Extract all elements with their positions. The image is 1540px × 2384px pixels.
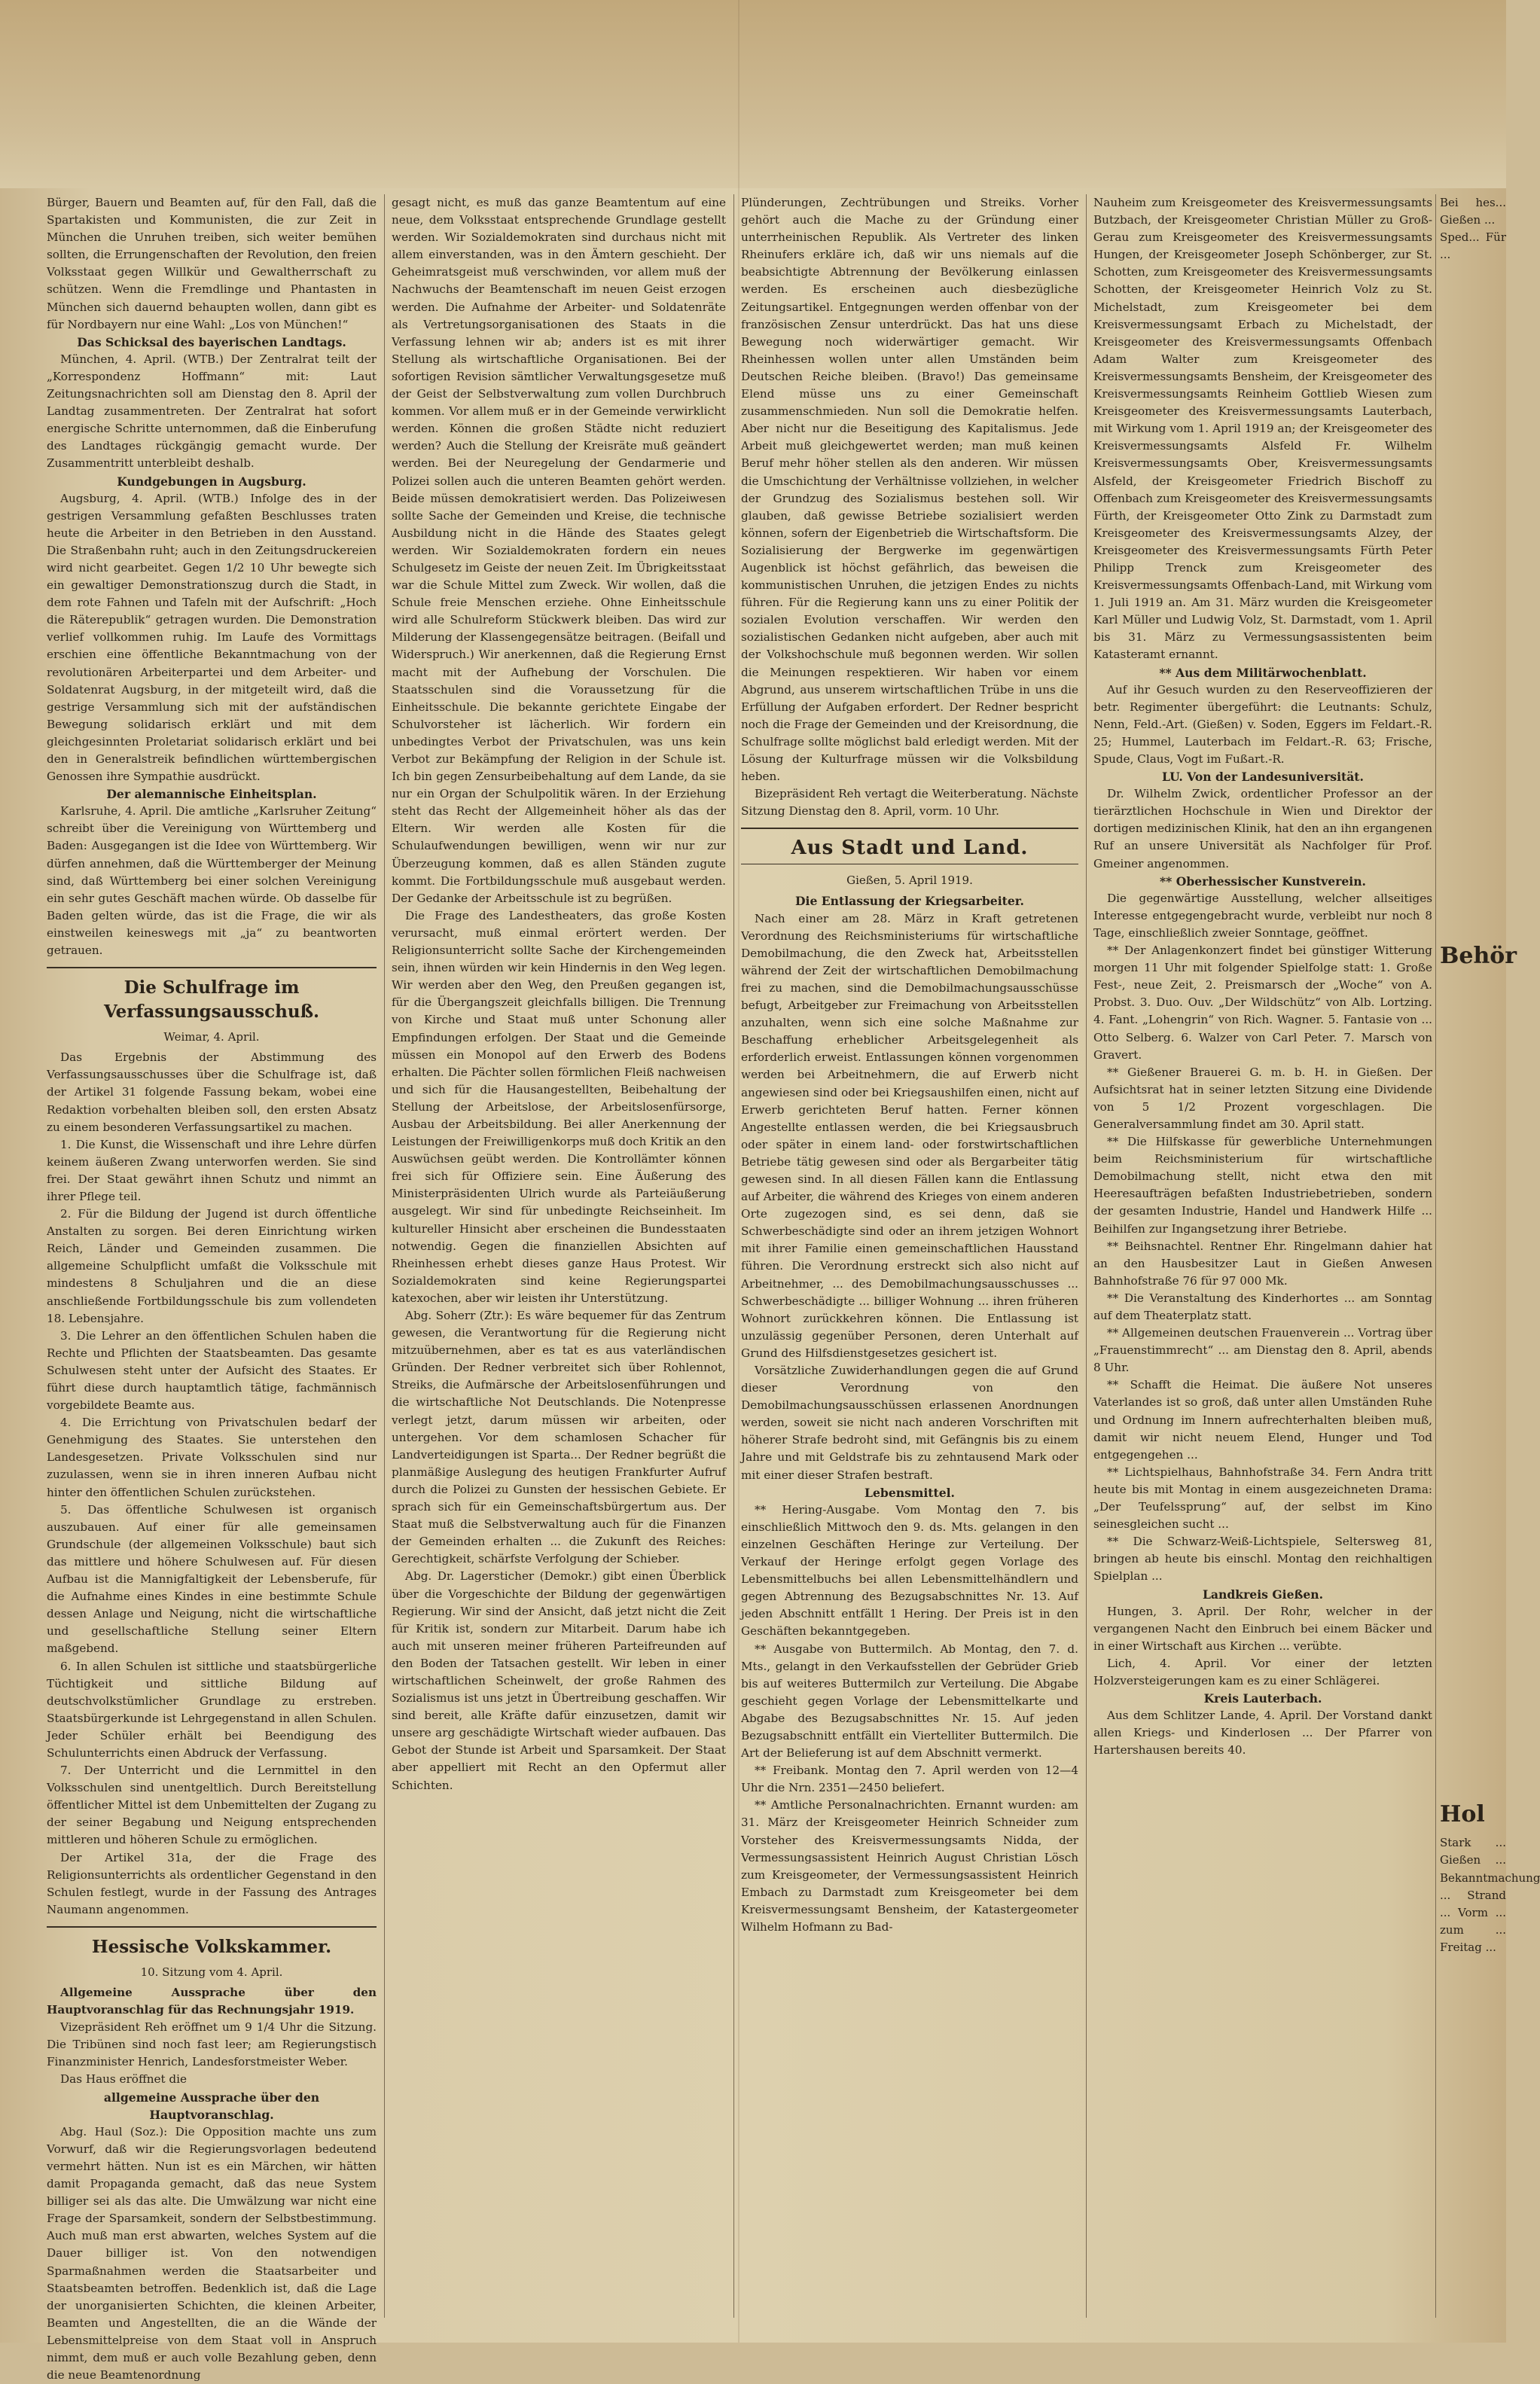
paragraph: Nach einer am 28. März in Kraft getretenen Verordnung des Reichsministeriums für wirtschaftliche Demobilmachung, die den Zweck hat, Arbeitsstellen während der Zeit der wirtschaftlichen Demobilmachung frei zu machen, sind die Demobilmachungsausschüsse befugt, Arbeitgeber zur Freimachung von Arbeitsstellen anzuhalten, wenn sich eine solche Maßnahme zur Beschaffung erheblicher Arbeitsgelegenheit als erforderlich erweist. Entlassungen können vorgenommen werden bei Arbeitnehmern, die auf Erwerb nicht angewiesen sind oder bei Kriegsaushilfen einen, nicht auf Erwerb gerichteten Beruf hatten. Ferner können Angestellte entlassen werden, die bei Kriegsausbruch oder später in einem land- oder forstwirtschaftlichen Betriebe tätig gewesen sind oder als Bergarbeiter tätig gewesen sind. In all diesen Fällen kann die Entlassung auf Arbeiter, die während des Krieges von einem anderen Orte zugezogen sind, es sei denn, daß sie Schwerbeschädigte sind oder an ihrem jetzigen Wohnort mit ihrer Familie einen gemeinschaftlichen Hausstand führen. Die Verordnung erstreckt sich also nicht auf Arbeitnehmer, ... des Demobilmachungsausschusses ... Schwerbeschädigte ... billiger Wohnung ... ihren früheren Wohnort zurückkehren können. Die Entlassung ist unzulässig gegenüber Personen, deren Unterhalt auf Grund des Hilfsdienstgesetzes gesichert ist.: [741, 911, 1078, 1360]
paragraph: gesagt nicht, es muß das ganze Beamtentum auf eine neue, dem Volksstaat entsprechende Grundlage gestellt werden. Wir Sozialdemokraten sind durchaus nicht mit allem einverstanden, was in den Ämtern geschieht. Der Geheimratsgeist muß verschwinden, vor allem muß der Nachwuchs der Beamtenschaft im neuen Geist erzogen werden. Die Aufnahme der Arbeiter- und Soldatenräte als Vertretungsorganisationen des Staats in die Verfassung lehnen wir ab; anders ist es mit ihrer Stellung als wirtschaftliche Organisationen. Bei der sofortigen Revision sämtlicher Verwaltungsgesetze muß der Geist der Selbstverwaltung zum vollen Durchbruch kommen. Vor allem muß er in der Gemeinde verwirklicht werden. Können die großen Städte nicht reduziert werden? Auch die Stellung der Kreisräte muß geändert werden. Bei der Neuregelung der Gendarmerie und Polizei sollen auch die unteren Beamten gehört werden. Beide müssen demokratisiert werden. Das Polizeiwesen sollte Sache der Gemeinden und Kreise, die technische Ausbildung nicht in die Hände des Staates gelegt werden. Wir Sozialdemokraten fordern ein neues Schulgesetz im Geiste der neuen Zeit. Im Übrigkeitsstaat war die Schule Mittel zum Zweck. Wir wollen, daß die Schule freie Menschen erziehe. Ohne Einheitsschule wird alle Schulreform Stückwerk bleiben. Das wird zur Milderung der Klassengegensätze beitragen. (Beifall und Widerspruch.) Wir anerkennen, daß die Regierung Ernst macht mit der Aufhebung der Vorschulen. Die Staatsschulen sind die Voraussetzung für die Einheitsschule. Die bekannte gerichtete Eingabe der Schulvorsteher ist lächerlich. Wir fordern ein unbedingtes Verbot der Privatschulen, was uns kein Verbot zur Bekämpfung der Religion in der Schule ist. Ich bin gegen Zensurbeibehaltung auf dem Lande, da sie nur ein Organ der Schulpolitik wären. In der Erziehung steht das Recht der Allgemeinheit höher als das der Eltern. Wir werden alle Kosten für die Schulaufwendungen bewilligen, wenn wir nur zur Überzeugung kommen, daß es allen Ständen zugute kommt. Die Fortbildungsschule muß ausgebaut werden. Der Gedanke der Arbeitsschule ist zu begrüßen.: [392, 196, 726, 905]
paragraph: ** Gießener Brauerei G. m. b. H. in Gießen. Der Aufsichtsrat hat in seiner letzten Sitzung eine Dividende von 5 1/2 Prozent vorgeschlagen. Die Generalversammlung findet am 30. April statt.: [1093, 1065, 1432, 1131]
article-headline: Die Schulfrage im Verfassungsausschuß.: [103, 977, 320, 1023]
subheading: allgemeine Aussprache über den Hauptvoranschlag.: [103, 2090, 320, 2122]
subheading: Der alemannische Einheitsplan.: [106, 787, 317, 802]
divider: [47, 1926, 377, 1928]
column-4: [1093, 194, 1432, 2318]
paragraph: Allgemeine Aussprache über den Hauptvoranschlag für das Rechnungsjahr 1919.: [47, 1986, 377, 2017]
paragraph: Aus dem Schlitzer Lande, 4. April. Der Vorstand dankt allen Kriegs- und Kinderlosen ... Der Pfarrer von Hartershausen bereits 40.: [1093, 1709, 1432, 1758]
dateline: 10. Sitzung vom 4. April.: [140, 1965, 283, 1979]
paragraph: 4. Die Errichtung von Privatschulen bedarf der Genehmigung des Staates. Sie unterstehen den Landesgesetzen. Private Volksschulen sind nur zuzulassen, wenn sie in ihren inneren Aufbau nicht hinter den öffentlichen Schulen zurückstehen.: [47, 1416, 377, 1499]
paragraph: Bizepräsident Reh vertagt die Weiterberatung. Nächste Sitzung Dienstag den 8. April, vorm. 10 Uhr.: [741, 787, 1078, 819]
paragraph: 6. In allen Schulen ist sittliche und staatsbürgerliche Tüchtigkeit und sittliche Bildung auf deutschvolkstümlicher Grundlage zu erstreben. Staatsbürgerkunde ist Lehrgegenstand in allen Schulen. Jeder Schüler erhält bei Beendigung des Schulunterrichts einen Abdruck der Verfassung.: [47, 1659, 377, 1760]
paragraph: Das Haus eröffnet die: [60, 2072, 188, 2087]
paragraph: ** Lichtspielhaus, Bahnhofstraße 34. Fern Andra tritt heute bis mit Montag in einem ausgezeichneten Drama: „Der Teufelssprung“ auf, der selbst im Kino seinesgleichen sucht ...: [1093, 1465, 1432, 1532]
dateline: Weimar, 4. April.: [163, 1030, 260, 1044]
paragraph: 3. Die Lehrer an den öffentlichen Schulen haben die Rechte und Pflichten der Staatsbeamten. Das gesamte Schulwesen steht unter der Aufsicht des Staates. Er führt diese durch hauptamtlich tätige, fachmännisch vorgebildete Beamte aus.: [47, 1328, 377, 1413]
paragraph: Plünderungen, Zechtrübungen und Streiks. Vorher gehört auch die Mache zu der Gründung einer unterrheinischen Republik. Als Vertreter des linken Rheinufers erkläre ich, daß wir uns niemals auf die beabsichtigte Abtrennung der Bevölkerung einlassen werden. Es erscheinen auch diesbezügliche Zeitungsartikel. Entgegnungen werden offenbar von der französischen Zensur unterdrückt. Das hat uns diese Bewegung noch widerwärtiger gemacht. Wir Rheinhessen wollen unter allen Umständen beim Deutschen Reiche bleiben. (Bravo!) Das gemeinsame Elend müsse uns zu einer Gemeinschaft zusammenschmieden. Nun soll die Demokratie helfen. Aber nicht nur die Beseitigung des Kapitalismus. Jede Arbeit muß gleichgewertet werden; man muß keinen Beruf mehr höher stellen als den anderen. Wir müssen die Umschichtung der Verhältnisse vollziehen, in welcher der Grundzug des Sozialismus bestehen soll. Wir glauben, daß gewisse Betriebe sozialisiert werden können, sofern der Eigenbetrieb die Wirtschaftsform. Die Sozialisierung der Bergwerke im gegenwärtigen Augenblick ist höchst gefährlich, das beweisen die kommunistischen Unruhen, die jetzigen Endes zu nichts führen. Für die Regierung kann uns zu einer Politik der sozialen Evolution verschaffen. Wir werden den sozialistischen Gedanken nicht aufgeben, aber auch mit der Volkshochschule muß begonnen werden. Wir sollen die Meinungen respektieren. Wir haben vor einem Abgrund, aus unserem wirtschaftlichen Trübe in uns die Erfüllung der Aufgaben erfordert. Der Redner bespricht noch die Frage der Gemeinden und der Kreisordnung, die Schulfrage sollte möglichst bald erledigt werden. Mit der Lösung der Kulturfrage müssen wir die Volksbildung heben.: [741, 196, 1078, 784]
paragraph: Dr. Wilhelm Zwick, ordentlicher Professor an der tierärztlichen Hochschule in Wien und Direktor der dortigen medizinischen Klinik, hat den an ihn ergangenen Ruf an unsere Universität als Nachfolger für Prof. Gmeiner angenommen.: [1093, 787, 1432, 870]
paragraph: ** Freibank. Montag den 7. April werden von 12—4 Uhr die Nrn. 2351—2450 beliefert.: [741, 1764, 1078, 1795]
paragraph: ** Amtliche Personalnachrichten. Ernannt wurden: am 31. März der Kreisgeometer Heinrich Schneider zum Vorsteher des Kreisvermessungsamts Nidda, der Vermessungsassistent Heinrich August Christian Lösch zum Kreisgeometer, der Vermessungsassistent Heinrich Embach zu Darmstadt zum Kreisgeometer bei dem Kreisvermessungsamt Bensheim, der Katastergeometer Wilhelm Hofmann zu Bad-: [741, 1798, 1078, 1934]
paragraph: Auf ihr Gesuch wurden zu den Reserveoffizieren der betr. Regimenter übergeführt: die Leutnants: Schulz, Nenn, Feld.-Art. (Gießen) v. Soden, Eggers im Feldart.-R. 25; Hummel, Lauterbach im Feldart.-R. 63; Frische, Spude, Claus, Vogt im Fußart.-R.: [1093, 682, 1432, 766]
paragraph: Abg. Haul (Soz.): Die Opposition machte uns zum Vorwurf, daß wir die Regierungsvorlagen bedeutend vermehrt hätten. Nun ist es ein Märchen, wir hätten damit Propaganda gemacht, daß das neue System billiger sei als das alte. Die Umwälzung war nicht eine Frage der Sparsamkeit, sondern der Selbstbestimmung. Auch muß man erst abwarten, welches System auf die Dauer billiger ist. Von den notwendigen Sparmaßnahmen werden die Staatsarbeiter und Staatsbeamten betroffen. Bedenklich ist, daß die Lage der unorganisierten Schichten, die kleinen Arbeiter, Beamten und Angestellten, die an die Wände der Lebensmittelpreise von dem Staat voll in Anspruch nimmt, dem muß er auch volle Bezahlung geben, denn die neue Beamtenordnung: [47, 2124, 377, 2382]
paragraph: Augsburg, 4. April. (WTB.) Infolge des in der gestrigen Versammlung gefaßten Beschlusses traten heute die Arbeiter in den Betrieben in den Ausstand. Die Straßenbahn ruht; auch in den Zeitungsdruckereien wird nicht gearbeitet. Gegen 1/2 10 Uhr bewegte sich ein gewaltiger Demonstrationszug durch die Stadt, in dem rote Fahnen und Tafeln mit der Aufschrift: „Hoch die Räterepublik“ getragen wurden. Die Demonstration verlief vollkommen ruhig. Im Laufe des Vormittags erschien eine öffentliche Bekanntmachung von der revolutionären Arbeiterpartei und dem Arbeiter- und Soldatenrat Augsburg, in der mitgeteilt wird, daß die gestrige Versammlung sich mit der aufständischen Bewegung solidarisch erklärt und mit dem gleichgesinnten Proletariat solidarisch erklärt und bei den in Generalstreik befindlichen württembergischen Genossen ihre Sympathie ausdrückt.: [47, 491, 377, 784]
paragraph: ** Die Veranstaltung des Kinderhortes ... am Sonntag auf dem Theaterplatz statt.: [1093, 1291, 1432, 1322]
paragraph: 7. Der Unterricht und die Lernmittel in den Volksschulen sind unentgeltlich. Durch Bereitstellung öffentlicher Mittel ist dem Unbemittelten der Zugang zu der seiner Begabung und Neigung entsprechenden mittleren und höheren Schule zu ermöglichen.: [47, 1764, 377, 1847]
article-headline: Hessische Volkskammer.: [91, 1936, 332, 1957]
subheading: Landkreis Gießen.: [1202, 1587, 1324, 1602]
dateline: Gießen, 5. April 1919.: [846, 873, 973, 888]
column-3: [741, 194, 1078, 2318]
paragraph: München, 4. April. (WTB.) Der Zentralrat teilt der „Korrespondenz Hoffmann“ mit: Laut Zeitungsnachrichten soll am Dienstag den 8. April der Landtag zusammentreten. Der Zentralrat hat sofort energische Schritte unternommen, daß die Einberufung des Landtages rückgängig gemacht wurde. Der Zusammentritt unterbleibt deshalb.: [47, 352, 377, 471]
paragraph: ** Der Anlagenkonzert findet bei günstiger Witterung morgen 11 Uhr mit folgender Spielfolge statt: 1. Große Fest-, neue Zeit, 2. Preismarsch der „Woche“ von A. Probst. 3. Duo. Ouv. „Der Wildschütz“ von Alb. Lortzing. 4. Fant. „Lohengrin“ von Rich. Wagner. 5. Fantasie von ... Otto Selberg. 6. Walzer von Carl Peter. 7. Marsch von Gravert.: [1093, 944, 1432, 1062]
paragraph: ** Allgemeinen deutschen Frauenverein ... Vortrag über „Frauenstimmrecht“ ... am Dienstag den 8. April, abends 8 Uhr.: [1093, 1326, 1432, 1375]
column-rule: [384, 194, 385, 2318]
paragraph: ** Beihsnachtel. Rentner Ehr. Ringelmann dahier hat an den Hausbesitzer Laut in Gießen Anwesen Bahnhofstraße 76 für 97 000 Mk.: [1093, 1239, 1432, 1288]
paragraph: Bei hes... Gießen ...: [1440, 196, 1506, 227]
paragraph: Stark ... Gießen ... Bekanntmachung ... Strand ... Vorm ... zum ... Freitag ...: [1440, 1836, 1540, 1954]
divider: [47, 967, 377, 968]
subheading: LU. Von der Landesuniversität.: [1162, 770, 1364, 785]
column-2: [392, 194, 726, 2318]
paragraph: Die Frage des Landestheaters, das große Kosten verursacht, muß einmal erörtert werden. Der Religionsunterricht sollte Sache der Kirchengemeinden sein, ihnen würden wir kein Hindernis in den Weg legen. Wir werden aber den Weg, den Preußen gegangen ist, für die Übergangszeit gleichfalls billigen. Die Trennung von Kirche und Staat muß unter Schonung aller Empfindungen erfolgen. Der Staat und die Gemeinde müssen ein Monopol auf den Erwerb des Bodens erhalten. Die Pächter sollen förmlichen Fleiß nachweisen und sich für die Hausangestellten, Beibehaltung der Stellung der Arbeitslose, der Arbeitslosenfürsorge, Ausbau der Arbeitsbildung. Bei aller Anerkennung der Leistungen der Freiwilligenkorps muß doch Kritik an den Auswüchsen geübt werden. Die Kontrollämter können frei sich für Offiziere sein. Eine Äußerung des Ministerpräsidenten Ulrich wurde als Parteiäußerung ausgelegt. Wir sind für unbedingte Reichseinheit. Im kultureller Hinsicht aber erscheinen die Bundesstaaten notwendig. Gegen die finanziellen Absichten auf Rheinhessen erhebt dieses ganze Haus Protest. Wir Sozialdemokraten sind keine Regierungspartei katexochen, aber wir leisten ihr Unterstützung.: [392, 908, 726, 1305]
page-crease: [738, 0, 740, 2343]
paragraph: Bürger, Bauern und Beamten auf, für den Fall, daß die Spartakisten und Kommunisten, die zur Zeit in München die Unruhen treiben, sich weiter bemühen sollten, die Errungenschaften der Revolution, den freien Volksstaat gegen Willkür und Gewaltherrschaft zu schützen. Wenn die Fremdlinge und Phantasten in München sich dauernd behaupten wollen, dann gibt es für Nordbayern nur eine Wahl: „Los von München!“: [47, 196, 377, 331]
subheading: Kundgebungen in Augsburg.: [117, 474, 306, 489]
paragraph: Abg. Dr. Lagersticher (Demokr.) gibt einen Überblick über die Vorgeschichte der Bildung der gegenwärtigen Regierung. Wir sind der Ansicht, daß jetzt nicht die Zeit für Kritik ist, sondern zur Mitarbeit. Darum habe ich auch mit unseren meiner früheren Parteifreunden auf den Boden der Tatsachen gestellt. Wir leben in einer wirtschaftlichen Scheinwelt, der große Rahmen des Sozialismus ist uns jetzt in Übertreibung geschaffen. Wir sind bereit, alle Kräfte dafür einzusetzen, damit wir unsere arg geschädigte Wirtschaft wieder aufbauen. Das Gebot der Stunde ist Arbeit und Sparsamkeit. Der Staat aber appelliert mit Recht an den Opfermut aller Schichten.: [392, 1569, 726, 1792]
page-top-margin: [0, 0, 1506, 188]
subheading: ** Aus dem Militärwochenblatt.: [1159, 665, 1367, 680]
paragraph: Nauheim zum Kreisgeometer des Kreisvermessungsamts Butzbach, der Kreisgeometer Christian Müller zu Groß-Gerau zum Kreisgeometer des Kreisvermessungsamts Hungen, der Kreisgeometer Joseph Schönberger, zur St. Schotten, zum Kreisgeometer des Kreisvermessungsamts Schotten, der Kreisgeometer Heinrich Volz zu St. Michelstadt, zum Kreisgeometer bei dem Kreisvermessungsamt Erbach zu Michelstadt, der Kreisgeometer des Kreisvermessungsamts Offenbach Adam Walter zum Kreisgeometer des Kreisvermessungsamts Bensheim, der Kreisgeometer des Kreisvermessungsamts Reinheim Gottlieb Wiesen zum Kreisgeometer des Kreisvermessungsamts Lauterbach, mit Wirkung vom 1. April 1919 an; der Kreisgeometer des Kreisvermessungsamts Alsfeld Fr. Wilhelm Kreisvermessungsamts Ober, Kreisvermessungsamts Alsfeld, der Kreisgeometer Friedrich Bischoff zu Offenbach zum Kreisgeometer des Kreisvermessungsamts Fürth, der Kreisgeometer Otto Zink zu Darmstadt zum Kreisgeometer des Kreisvermessungsamts Alzey, der Kreisgeometer des Kreisvermessungsamts Fürth Peter Philipp Trenck zum Kreisgeometer des Kreisvermessungsamts Offenbach-Land, mit Wirkung vom 1. Juli 1919 an. Am 31. März wurden die Kreisgeometer Karl Müller und Ludwig Volz, St. Darmstadt, vom 1. April bis 31. März zu Vermessungsassistenten beim Katasteramt ernannt.: [1093, 196, 1432, 662]
paragraph: Abg. Soherr (Ztr.): Es wäre bequemer für das Zentrum gewesen, die Verantwortung für die Regierung nicht mitzuübernehmen, aber es tat es aus vaterländischen Gründen. Der Redner verbreitet sich über Rohlennot, Streiks, die Aufmärsche der Arbeitslosenführungen und die wirtschaftliche Not Deutschlands. Die Notenpresse verlegt jetzt, darum müssen wir arbeiten, oder untergehen. Vor dem schamlosen Schacher für Landverteidigungen ist Sparta... Der Redner begrüßt die planmäßige Auslegung des heutigen Frankfurter Aufruf durch die Polizei zu Gunsten der hessischen Gebiete. Er sprach sich für ein Gemeinschaftsbürgertum aus. Der Staat muß die Selbstverwaltung auch für die Finanzen der Gemeinden erhalten ... die Zukunft des Reiches: Gerechtigkeit, schärfste Verfolgung der Schieber.: [392, 1309, 726, 1566]
section-headline: Aus Stadt und Land.: [791, 837, 1029, 860]
column-rule: [1435, 194, 1436, 2318]
subheading: Lebensmittel.: [865, 1485, 955, 1500]
column-1: [47, 194, 377, 2382]
paragraph: Hungen, 3. April. Der Rohr, welcher in der vergangenen Nacht den Einbruch bei einem Bäcker und in einer Wirtschaft aus Kirchen ... verübte.: [1093, 1604, 1432, 1653]
paragraph: 2. Für die Bildung der Jugend ist durch öffentliche Anstalten zu sorgen. Bei deren Einrichtung wirken Reich, Länder und Gemeinden zusammen. Die allgemeine Schulpflicht umfaßt die Volksschule mit mindestens 8 Schuljahren und die an diese anschließende Fortbildungsschule bis zum vollendeten 18. Lebensjahre.: [47, 1207, 377, 1325]
paragraph: Sped... Für ...: [1440, 230, 1506, 262]
section-headline: Behör: [1440, 943, 1517, 970]
paragraph: ** Hering-Ausgabe. Vom Montag den 7. bis einschließlich Mittwoch den 9. ds. Mts. gelangen in den einzelnen Geschäften Heringe zur Verteilung. Der Verkauf der Heringe erfolgt gegen Vorlage des Lebensmittelbuchs bei allen Lebensmittelhändlern und gegen Abtrennung des Bezugsabschnittes Nr. 13. Auf jeden Abschnitt entfällt 1 Hering. Der Preis ist in den Geschäften bekanntgegeben.: [741, 1502, 1078, 1639]
paragraph: Vizepräsident Reh eröffnet um 9 1/4 Uhr die Sitzung. Die Tribünen sind noch fast leer; am Regierungstisch Finanzminister Henrich, Landesforstmeister Weber.: [47, 2020, 377, 2069]
subheading: Die Entlassung der Kriegsarbeiter.: [795, 894, 1024, 909]
paragraph: ** Ausgabe von Buttermilch. Ab Montag, den 7. d. Mts., gelangt in den Verkaufsstellen der Gebrüder Grieb bis auf weiteres Buttermilch zur Verteilung. Die Abgabe geschieht gegen Vorlage der Lebensmittelkarte und Abgabe des Bezugsabschnittes Nr. 15. Auf jeden Bezugsabschnitt entfällt ein Viertelliter Buttermilch. Die Art der Belieferung ist auf dem Abschnitt vermerkt.: [741, 1642, 1078, 1761]
paragraph: Vorsätzliche Zuwiderhandlungen gegen die auf Grund dieser Verordnung von den Demobilmachungsausschüssen erlassenen Anordnungen werden, soweit sie nicht nach anderen Vorschriften mit höherer Strafe bedroht sind, mit Gefängnis bis zu einem Jahre und mit Geldstrafe bis zu zehntausend Mark oder mit einer dieser Strafen bestraft.: [741, 1364, 1078, 1482]
paragraph: ** Die Schwarz-Weiß-Lichtspiele, Seltersweg 81, bringen ab heute bis einschl. Montag den reichhaltigen Spielplan ...: [1093, 1535, 1432, 1584]
paragraph: Das Ergebnis der Abstimmung des Verfassungsausschusses über die Schulfrage ist, daß der Artikel 31 folgende Fassung bekam, wobei eine Redaktion vorbehalten bleiben soll, den ersten Absatz zu einem besonderen Verfassungsartikel zu machen.: [47, 1050, 377, 1134]
paragraph: Der Artikel 31a, der die Frage des Religionsunterrichts als ordentlicher Gegenstand in den Schulen festlegt, wurde in der Fassung des Antrages Naumann angenommen.: [47, 1850, 377, 1916]
divider: [741, 828, 1078, 829]
subheading: Kreis Lauterbach.: [1203, 1691, 1322, 1706]
paragraph: Die gegenwärtige Ausstellung, welcher allseitiges Interesse entgegengebracht wurde, verbleibt nur noch 8 Tage, einschließlich zweier Sonntage, geöffnet.: [1093, 891, 1432, 940]
paragraph: 5. Das öffentliche Schulwesen ist organisch auszubauen. Auf einer für alle gemeinsamen Grundschule (der allgemeinen Volksschule) baut sich das mittlere und höhere Schulwesen auf. Für diesen Aufbau ist die Mannigfaltigkeit der Lebensberufe, für die Aufnahme eines Kindes in eine bestimmte Schule dessen Anlage und Neigung, nicht die wirtschaftliche und gesellschaftliche Stellung seiner Eltern maßgebend.: [47, 1502, 377, 1656]
subheading: Das Schicksal des bayerischen Landtags.: [77, 334, 346, 349]
column-5-partial: [1440, 194, 1540, 2318]
paragraph: 1. Die Kunst, die Wissenschaft und ihre Lehre dürfen keinem äußeren Zwang unterworfen werden. Sie sind frei. Der Staat gewährt ihnen Schutz und nimmt an ihrer Pflege teil.: [47, 1137, 377, 1203]
subheading: ** Oberhessischer Kunstverein.: [1160, 873, 1366, 889]
column-rule: [1086, 194, 1087, 2318]
paragraph: ** Die Hilfskasse für gewerbliche Unternehmungen beim Reichsministerium für wirtschaftliche Demobilmachung stellt, nicht etwa den mit Heeresaufträgen befaßten Industriebetrieben, sondern der gesamten Industrie, Handel und Handwerk Hilfe ... Beihilfen zur Ingangsetzung ihrer Betriebe.: [1093, 1135, 1432, 1236]
section-headline: Hol: [1440, 1801, 1485, 1828]
paragraph: ** Schafft die Heimat. Die äußere Not unseres Vaterlandes ist so groß, daß unter allen Umständen Ruhe und Ordnung im Innern aufrechterhalten bleiben muß, damit wir nicht neuem Elend, Hunger und Tod entgegengehen ...: [1093, 1378, 1432, 1462]
paragraph: Karlsruhe, 4. April. Die amtliche „Karlsruher Zeitung“ schreibt über die Vereinigung von Württemberg und Baden: Ausgegangen ist die Idee von Württemberg. Wir dürfen annehmen, daß die Württemberger der Meinung sind, daß Württemberg bei einer solchen Vereinigung ein sehr gutes Geschäft machen würde. Ob dasselbe für Baden gelten würde, das ist die Frage, die wir als einstweilen keineswegs mit „ja“ zu beantworten getrauen.: [47, 804, 377, 958]
column-rule: [733, 194, 734, 2318]
paragraph: Lich, 4. April. Vor einer der letzten Holzversteigerungen kam es zu einer Schlägerei.: [1093, 1656, 1432, 1687]
